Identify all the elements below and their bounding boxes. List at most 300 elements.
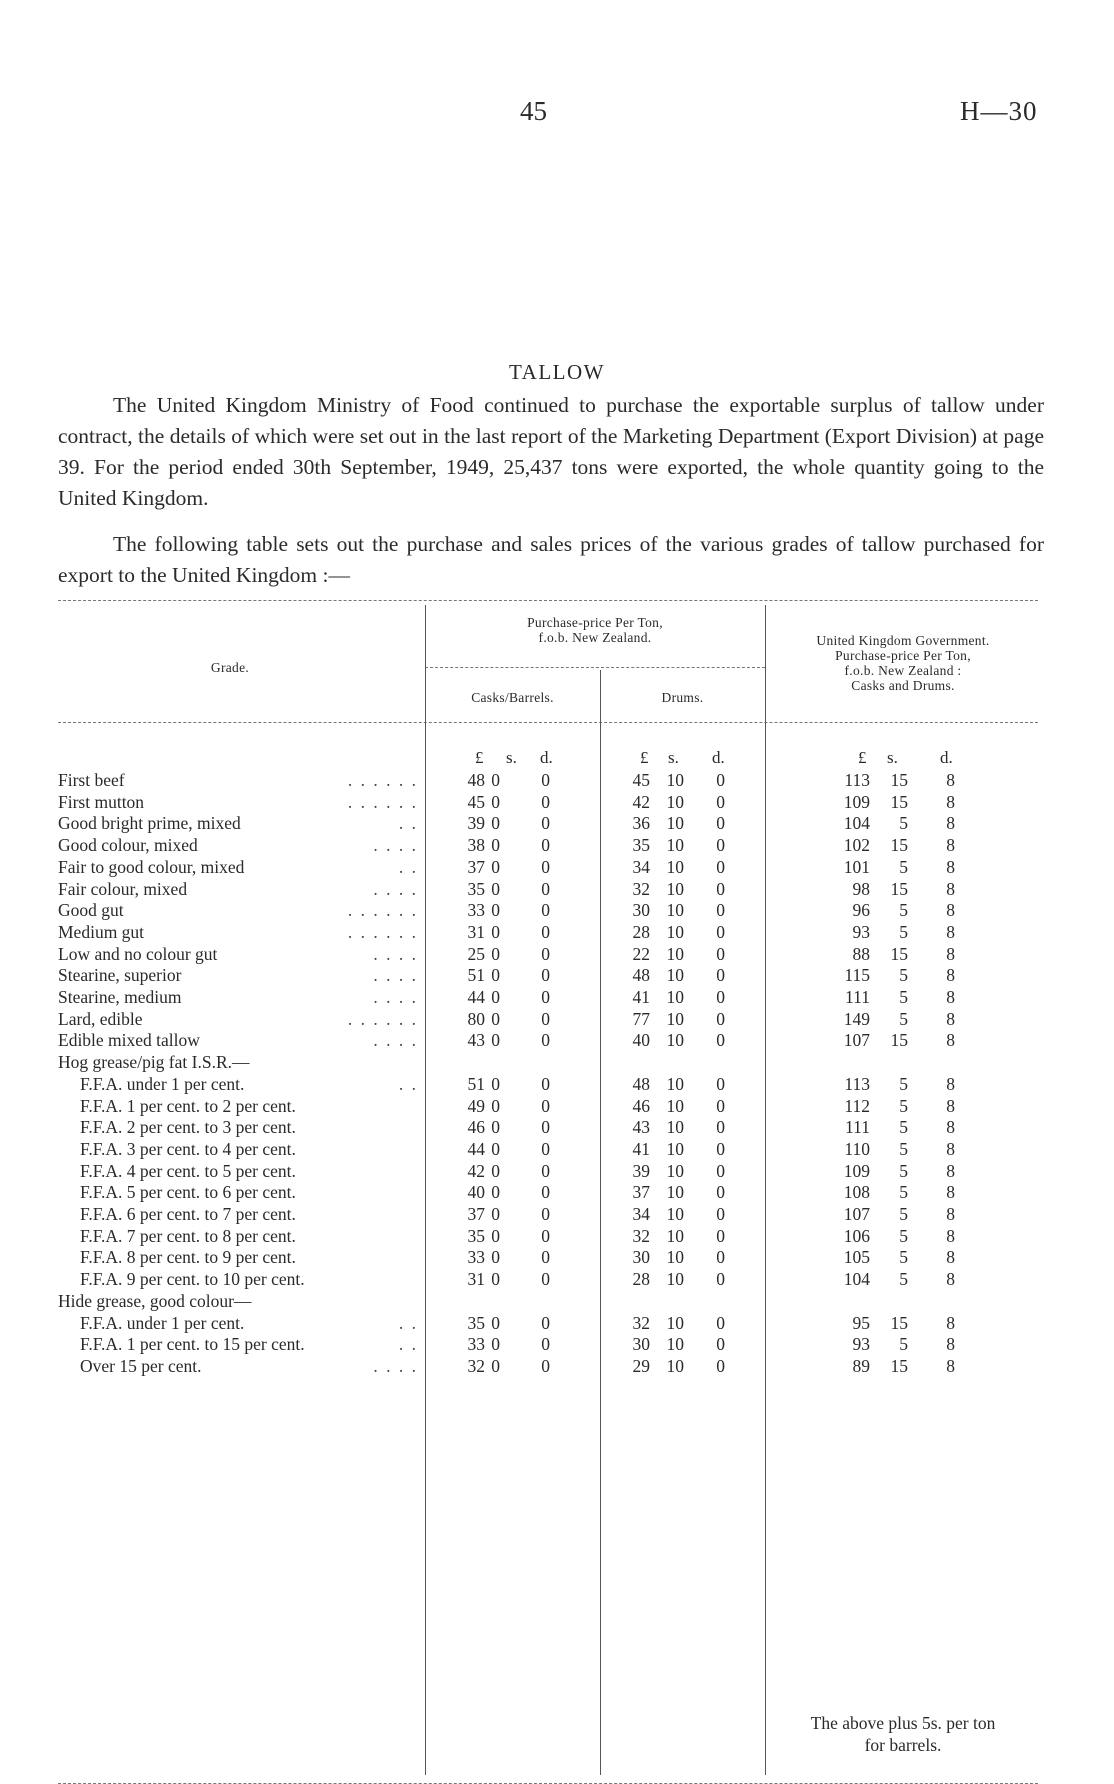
uk-pounds-cell: 113: [844, 770, 870, 790]
drums-pounds-cell: 32: [632, 1312, 650, 1333]
uk-shillings-cell: 5: [899, 1269, 908, 1290]
uk-pounds-cell: 115: [844, 965, 870, 986]
casks-pounds-cell: 35: [467, 1312, 485, 1333]
uk-shillings-cell: 15: [890, 1355, 908, 1376]
purchase-price-header: [425, 615, 765, 645]
casks-pounds-cell: 37: [467, 1204, 485, 1224]
drums-pounds-cell: 46: [632, 1095, 650, 1116]
uk-pence-cell: 8: [946, 791, 955, 812]
leader-dots: . . . . . .: [347, 1008, 418, 1029]
table-header-rule: [58, 722, 1038, 723]
uk-pounds-cell: 108: [843, 1182, 870, 1203]
table-row: [0, 834, 1114, 856]
drums-shillings-cell: 10: [666, 856, 684, 877]
drums-pence-cell: 0: [716, 856, 725, 877]
drums-pounds-cell: 36: [632, 813, 650, 834]
drums-shillings-cell: 10: [666, 1225, 684, 1246]
casks-pence-cell: 0: [541, 943, 550, 964]
table-intro-paragraph: The following table sets out the purchase and sales prices of the various grades of tallow purchased for export to the United Kingdom :—: [58, 532, 1044, 587]
uk-pounds-cell: 88: [852, 943, 870, 964]
leader-dots: . . . . . .: [347, 791, 418, 812]
casks-pence-cell: 0: [541, 1095, 550, 1116]
uk-pounds-cell: 105: [843, 1247, 870, 1268]
uk-pence-cell: 8: [946, 1247, 955, 1268]
drums-pounds-cell: 37: [632, 1182, 650, 1203]
drums-shillings-cell: 10: [666, 987, 684, 1007]
casks-pounds-cell: 37: [467, 856, 485, 877]
drums-shillings-cell: 10: [666, 1269, 684, 1290]
uk-pence-cell: 8: [946, 813, 955, 834]
table-row: [0, 1355, 1114, 1377]
purchase-header-line: f.o.b. New Zealand.: [538, 630, 652, 645]
grade-cell: Fair to good colour, mixed: [58, 856, 245, 877]
table-row: [0, 1160, 1114, 1182]
casks-pounds-cell: 48: [467, 770, 485, 790]
drums-shillings-cell: 10: [666, 1247, 684, 1268]
uk-pounds-cell: 98: [852, 878, 870, 899]
uk-pence-cell: 8: [946, 1073, 955, 1094]
casks-pence-cell: 0: [541, 1160, 550, 1181]
uk-pounds-cell: 104: [843, 813, 870, 834]
drums-shillings-cell: 10: [666, 965, 684, 986]
page-number: 45: [520, 96, 547, 126]
drums-pounds-cell: 32: [632, 878, 650, 899]
pound-unit: £: [858, 748, 867, 767]
table-row: [0, 1073, 1114, 1095]
leader-dots: . . . .: [373, 1355, 418, 1376]
drums-shillings-cell: 10: [666, 1008, 684, 1029]
casks-shillings-cell: 0: [491, 943, 500, 964]
drums-pence-cell: 0: [716, 1355, 725, 1376]
casks-shillings-cell: 0: [491, 878, 500, 899]
uk-shillings-cell: 5: [899, 1117, 908, 1138]
uk-pounds-cell: 102: [843, 835, 870, 856]
casks-pence-cell: 0: [541, 835, 550, 856]
shilling-unit: s.: [887, 748, 898, 767]
casks-pounds-cell: 45: [467, 791, 485, 812]
uk-pounds-cell: 101: [843, 856, 870, 877]
casks-pounds-cell: 33: [467, 900, 485, 921]
casks-pounds-cell: 31: [467, 1269, 485, 1290]
grade-cell: First beef: [58, 770, 125, 790]
casks-pounds-cell: 46: [467, 1117, 485, 1138]
drums-shillings-cell: 10: [666, 770, 684, 790]
casks-shillings-cell: 0: [491, 1312, 500, 1333]
uk-pounds-cell: 110: [844, 1138, 870, 1159]
casks-pounds-cell: 51: [467, 965, 485, 986]
table-row: [0, 1268, 1114, 1290]
drums-pounds-cell: 48: [632, 1073, 650, 1094]
uk-pounds-cell: 107: [843, 1030, 870, 1051]
uk-pence-cell: 8: [946, 921, 955, 942]
uk-shillings-cell: 5: [899, 856, 908, 877]
uk-pence-cell: 8: [946, 1204, 955, 1224]
drums-pounds-cell: 48: [632, 965, 650, 986]
grade-cell: Stearine, medium: [58, 987, 182, 1007]
uk-pounds-cell: 104: [843, 1269, 870, 1290]
casks-pounds-cell: 44: [467, 1138, 485, 1159]
uk-pence-cell: 8: [946, 1117, 955, 1138]
casks-shillings-cell: 0: [491, 770, 500, 790]
uk-shillings-cell: 5: [899, 1334, 908, 1355]
drums-shillings-cell: 10: [666, 1117, 684, 1138]
uk-pence-cell: 8: [946, 1138, 955, 1159]
grade-cell: Stearine, superior: [58, 965, 182, 986]
grade-cell: Low and no colour gut: [58, 943, 218, 964]
uk-pounds-cell: 111: [845, 987, 870, 1007]
grade-cell: Medium gut: [58, 921, 145, 942]
uk-header-line: Casks and Drums.: [851, 678, 955, 693]
casks-pounds-cell: 43: [467, 1030, 485, 1051]
uk-pence-cell: 8: [946, 1355, 955, 1376]
casks-barrels-header: Casks/Barrels.: [471, 690, 554, 705]
uk-header-line: United Kingdom Government.: [816, 633, 990, 648]
uk-pounds-cell: 111: [845, 1117, 870, 1138]
grade-cell: Hog grease/pig fat I.S.R.—: [58, 1052, 250, 1073]
casks-shillings-cell: 0: [491, 1355, 500, 1376]
leader-dots: . . . .: [373, 878, 418, 899]
leader-dots: . . . . . .: [347, 770, 418, 790]
drums-shillings-cell: 10: [666, 1030, 684, 1051]
leader-dots: . . . .: [373, 943, 418, 964]
casks-shillings-cell: 0: [491, 1182, 500, 1203]
uk-pence-cell: 8: [946, 1160, 955, 1181]
drums-pounds-cell: 30: [632, 1247, 650, 1268]
table-row: [0, 1138, 1114, 1160]
uk-pence-cell: 8: [946, 900, 955, 921]
grade-cell: F.F.A. 1 per cent. to 2 per cent.: [80, 1095, 296, 1116]
drums-pounds-cell: 39: [632, 1160, 650, 1181]
grade-cell: F.F.A. 5 per cent. to 6 per cent.: [80, 1182, 296, 1203]
grade-cell: F.F.A. 3 per cent. to 4 per cent.: [80, 1138, 296, 1159]
leader-dots: . . . .: [373, 835, 418, 856]
grade-cell: F.F.A. 8 per cent. to 9 per cent.: [80, 1247, 296, 1268]
pence-unit: d.: [712, 748, 725, 767]
drums-pounds-cell: 30: [632, 900, 650, 921]
drums-shillings-cell: 10: [666, 1355, 684, 1376]
casks-shillings-cell: 0: [491, 1008, 500, 1029]
drums-shillings-cell: 10: [666, 900, 684, 921]
casks-shillings-cell: 0: [491, 1269, 500, 1290]
casks-shillings-cell: 0: [491, 900, 500, 921]
drums-shillings-cell: 10: [666, 921, 684, 942]
grade-cell: Hide grease, good colour—: [58, 1290, 252, 1311]
grade-cell: F.F.A. under 1 per cent.: [80, 1312, 245, 1333]
uk-shillings-cell: 5: [899, 1182, 908, 1203]
table-row: [0, 943, 1114, 965]
table-subheader-rule: [425, 667, 765, 668]
casks-pence-cell: 0: [541, 1204, 550, 1224]
casks-pounds-cell: 49: [467, 1095, 485, 1116]
table-row: [0, 791, 1114, 813]
page-reference: H—30: [960, 96, 1038, 126]
drums-pounds-cell: 41: [632, 987, 650, 1007]
drums-pounds-cell: 29: [632, 1355, 650, 1376]
note-line: for barrels.: [864, 1735, 942, 1755]
grade-cell: Good bright prime, mixed: [58, 813, 241, 834]
drums-pounds-cell: 34: [632, 1204, 650, 1224]
uk-pounds-cell: 93: [852, 921, 870, 942]
casks-pence-cell: 0: [541, 1138, 550, 1159]
casks-shillings-cell: 0: [491, 1138, 500, 1159]
drums-pence-cell: 0: [716, 1312, 725, 1333]
uk-pounds-cell: 106: [843, 1225, 870, 1246]
uk-shillings-cell: 5: [899, 1073, 908, 1094]
uk-pence-cell: 8: [946, 1182, 955, 1203]
leader-dots: . .: [398, 1073, 418, 1094]
uk-pence-cell: 8: [946, 1095, 955, 1116]
casks-shillings-cell: 0: [491, 1334, 500, 1355]
casks-pounds-cell: 33: [467, 1247, 485, 1268]
table-row: [0, 899, 1114, 921]
table-row: [0, 1181, 1114, 1203]
uk-pence-cell: 8: [946, 1030, 955, 1051]
drums-pounds-cell: 35: [632, 835, 650, 856]
drums-pence-cell: 0: [716, 1008, 725, 1029]
grade-cell: F.F.A. 4 per cent. to 5 per cent.: [80, 1160, 296, 1181]
drums-pence-cell: 0: [716, 1073, 725, 1094]
casks-pence-cell: 0: [541, 965, 550, 986]
casks-shillings-cell: 0: [491, 1247, 500, 1268]
casks-pence-cell: 0: [541, 987, 550, 1007]
casks-pence-cell: 0: [541, 900, 550, 921]
drums-pence-cell: 0: [716, 1247, 725, 1268]
uk-pence-cell: 8: [946, 987, 955, 1007]
table-row: [0, 1051, 1114, 1073]
casks-pounds-cell: 25: [467, 943, 485, 964]
drums-shillings-cell: 10: [666, 791, 684, 812]
casks-pence-cell: 0: [541, 856, 550, 877]
drums-shillings-cell: 10: [666, 1334, 684, 1355]
grade-cell: F.F.A. under 1 per cent.: [80, 1073, 245, 1094]
grade-cell: F.F.A. 2 per cent. to 3 per cent.: [80, 1117, 296, 1138]
drums-pence-cell: 0: [716, 770, 725, 790]
table-row: [0, 964, 1114, 986]
drums-pounds-cell: 40: [632, 1030, 650, 1051]
uk-shillings-cell: 5: [899, 1138, 908, 1159]
drums-pounds-cell: 22: [632, 943, 650, 964]
casks-pence-cell: 0: [541, 921, 550, 942]
casks-pence-cell: 0: [541, 1269, 550, 1290]
uk-pounds-cell: 107: [843, 1204, 870, 1224]
uk-pence-cell: 8: [946, 856, 955, 877]
drums-pence-cell: 0: [716, 1225, 725, 1246]
table-row: [0, 1246, 1114, 1268]
casks-shillings-cell: 0: [491, 1160, 500, 1181]
grade-cell: F.F.A. 6 per cent. to 7 per cent.: [80, 1204, 296, 1224]
casks-pounds-cell: 33: [467, 1334, 485, 1355]
casks-pounds-cell: 35: [467, 878, 485, 899]
pence-unit: d.: [940, 748, 953, 767]
casks-pence-cell: 0: [541, 1182, 550, 1203]
drums-pence-cell: 0: [716, 900, 725, 921]
leader-dots: . .: [398, 1312, 418, 1333]
casks-shillings-cell: 0: [491, 1204, 500, 1224]
section-title: TALLOW: [509, 360, 605, 384]
casks-pence-cell: 0: [541, 1030, 550, 1051]
casks-pence-cell: 0: [541, 770, 550, 790]
uk-shillings-cell: 5: [899, 813, 908, 834]
uk-pence-cell: 8: [946, 1225, 955, 1246]
uk-pounds-cell: 112: [844, 1095, 870, 1116]
table-row: [0, 1312, 1114, 1334]
table-row: [0, 769, 1114, 791]
pence-unit: d.: [540, 748, 553, 767]
uk-shillings-cell: 15: [890, 1312, 908, 1333]
leader-dots: . .: [398, 856, 418, 877]
casks-pence-cell: 0: [541, 1073, 550, 1094]
uk-shillings-cell: 5: [899, 1204, 908, 1224]
table-row: [0, 856, 1114, 878]
table-row: [0, 1290, 1114, 1312]
uk-pounds-cell: 109: [843, 1160, 870, 1181]
casks-pence-cell: 0: [541, 1355, 550, 1376]
uk-pounds-cell: 89: [852, 1355, 870, 1376]
grade-header: Grade.: [210, 660, 250, 675]
casks-pence-cell: 0: [541, 1334, 550, 1355]
leader-dots: . . . .: [373, 987, 418, 1007]
casks-shillings-cell: 0: [491, 813, 500, 834]
casks-shillings-cell: 0: [491, 1073, 500, 1094]
drums-shillings-cell: 10: [666, 1138, 684, 1159]
purchase-header-line: Purchase-price Per Ton,: [527, 615, 663, 630]
casks-shillings-cell: 0: [491, 835, 500, 856]
pound-unit: £: [475, 748, 484, 767]
drums-pence-cell: 0: [716, 835, 725, 856]
leader-dots: . .: [398, 1334, 418, 1355]
casks-shillings-cell: 0: [491, 791, 500, 812]
uk-pounds-cell: 109: [843, 791, 870, 812]
uk-pounds-cell: 93: [852, 1334, 870, 1355]
uk-shillings-cell: 15: [890, 1030, 908, 1051]
leader-dots: . . . .: [373, 1030, 418, 1051]
drums-pounds-cell: 45: [632, 770, 650, 790]
drums-pounds-cell: 42: [632, 791, 650, 812]
uk-shillings-cell: 5: [899, 1008, 908, 1029]
casks-shillings-cell: 0: [491, 1225, 500, 1246]
casks-shillings-cell: 0: [491, 1030, 500, 1051]
casks-pence-cell: 0: [541, 1008, 550, 1029]
barrels-note: [768, 1712, 1038, 1756]
uk-pence-cell: 8: [946, 1334, 955, 1355]
uk-shillings-cell: 5: [899, 1247, 908, 1268]
drums-pence-cell: 0: [716, 987, 725, 1007]
intro-paragraph: The United Kingdom Ministry of Food continued to purchase the exportable surplus of tallow under contract, the details of which were set out in the last report of the Marketing Department (Export Division) at page 39. For the period ended 30th September, 1949, 25,437 tons were exported, the whole quantity going to the United Kingdom.: [58, 393, 1044, 510]
drums-shillings-cell: 10: [666, 1073, 684, 1094]
uk-shillings-cell: 15: [890, 791, 908, 812]
uk-government-header: [768, 633, 1038, 693]
grade-cell: F.F.A. 9 per cent. to 10 per cent.: [80, 1269, 305, 1290]
drums-pounds-cell: 30: [632, 1334, 650, 1355]
casks-pounds-cell: 80: [467, 1008, 485, 1029]
table-row: [0, 921, 1114, 943]
table-row: [0, 1008, 1114, 1030]
uk-pence-cell: 8: [946, 1008, 955, 1029]
table-row: [0, 1029, 1114, 1051]
uk-pounds-cell: 149: [843, 1008, 870, 1029]
casks-pence-cell: 0: [541, 878, 550, 899]
grade-cell: F.F.A. 1 per cent. to 15 per cent.: [80, 1334, 305, 1355]
table-row: [0, 878, 1114, 900]
table-row: [0, 1116, 1114, 1138]
uk-shillings-cell: 15: [890, 770, 908, 790]
table-row: [0, 1203, 1114, 1225]
uk-pounds-cell: 95: [852, 1312, 870, 1333]
drums-shillings-cell: 10: [666, 813, 684, 834]
uk-pence-cell: 8: [946, 770, 955, 790]
drums-pounds-cell: 32: [632, 1225, 650, 1246]
drums-pence-cell: 0: [716, 878, 725, 899]
drums-pence-cell: 0: [716, 965, 725, 986]
uk-pence-cell: 8: [946, 1269, 955, 1290]
casks-shillings-cell: 0: [491, 921, 500, 942]
uk-shillings-cell: 5: [899, 965, 908, 986]
uk-pence-cell: 8: [946, 943, 955, 964]
drums-pounds-cell: 28: [632, 1269, 650, 1290]
casks-pence-cell: 0: [541, 813, 550, 834]
drums-pounds-cell: 28: [632, 921, 650, 942]
table-row: [0, 1225, 1114, 1247]
casks-pounds-cell: 40: [467, 1182, 485, 1203]
uk-shillings-cell: 5: [899, 1095, 908, 1116]
table-row: [0, 986, 1114, 1008]
casks-pence-cell: 0: [541, 1117, 550, 1138]
uk-shillings-cell: 15: [890, 835, 908, 856]
uk-pounds-cell: 113: [844, 1073, 870, 1094]
casks-pence-cell: 0: [541, 1247, 550, 1268]
grade-cell: First mutton: [58, 791, 145, 812]
table-row: [0, 1333, 1114, 1355]
uk-header-line: f.o.b. New Zealand :: [844, 663, 962, 678]
drums-pence-cell: 0: [716, 1204, 725, 1224]
uk-shillings-cell: 15: [890, 878, 908, 899]
drums-pounds-cell: 34: [632, 856, 650, 877]
drums-pence-cell: 0: [716, 1138, 725, 1159]
drums-shillings-cell: 10: [666, 1095, 684, 1116]
grade-cell: Lard, edible: [58, 1008, 143, 1029]
drums-pence-cell: 0: [716, 1182, 725, 1203]
uk-header-line: Purchase-price Per Ton,: [835, 648, 971, 663]
drums-pence-cell: 0: [716, 1030, 725, 1051]
uk-shillings-cell: 5: [899, 900, 908, 921]
drums-pence-cell: 0: [716, 1160, 725, 1181]
shilling-unit: s.: [668, 748, 679, 767]
grade-cell: F.F.A. 7 per cent. to 8 per cent.: [80, 1225, 296, 1246]
casks-pounds-cell: 39: [467, 813, 485, 834]
leader-dots: . . . . . .: [347, 921, 418, 942]
drums-pence-cell: 0: [716, 1269, 725, 1290]
casks-shillings-cell: 0: [491, 1095, 500, 1116]
note-line: The above plus 5s. per ton: [810, 1713, 996, 1733]
uk-pence-cell: 8: [946, 878, 955, 899]
uk-shillings-cell: 5: [899, 1160, 908, 1181]
drums-shillings-cell: 10: [666, 943, 684, 964]
casks-pounds-cell: 35: [467, 1225, 485, 1246]
leader-dots: . .: [398, 813, 418, 834]
uk-pence-cell: 8: [946, 1312, 955, 1333]
casks-pounds-cell: 44: [467, 987, 485, 1007]
drums-pence-cell: 0: [716, 1117, 725, 1138]
casks-pounds-cell: 42: [467, 1160, 485, 1181]
drums-pounds-cell: 77: [632, 1008, 650, 1029]
drums-shillings-cell: 10: [666, 1182, 684, 1203]
table-row: [0, 812, 1114, 834]
casks-pounds-cell: 31: [467, 921, 485, 942]
drums-pence-cell: 0: [716, 791, 725, 812]
grade-cell: Over 15 per cent.: [80, 1355, 202, 1376]
drums-shillings-cell: 10: [666, 1312, 684, 1333]
casks-pounds-cell: 32: [467, 1355, 485, 1376]
